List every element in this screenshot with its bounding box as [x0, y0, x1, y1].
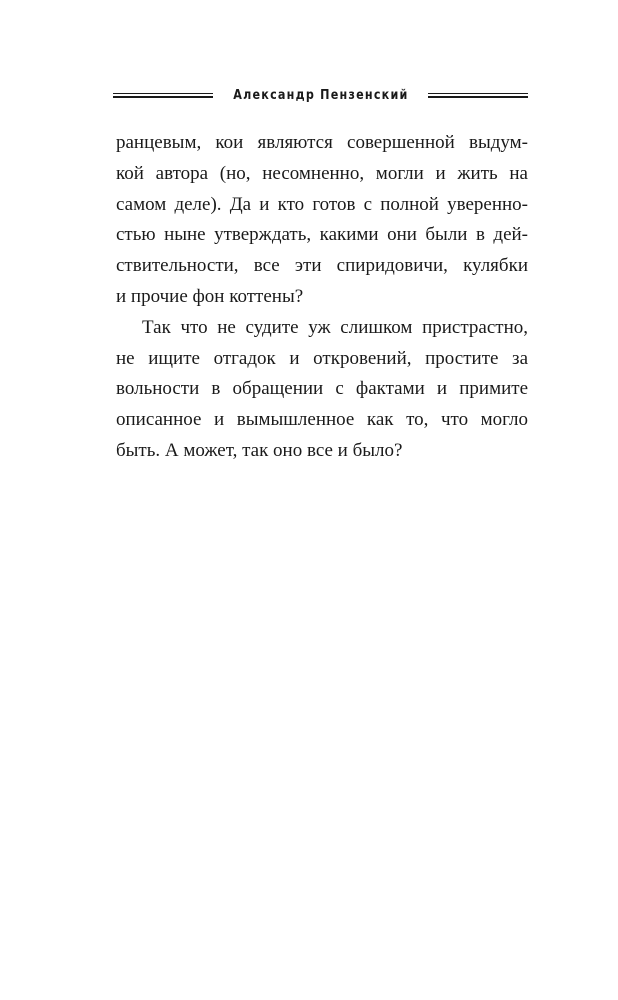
page-body	[116, 128, 528, 467]
text-line: быть. А может, так оно все и было?	[116, 439, 403, 461]
text-line: кой автора (но, несомненно, могли и жить на	[116, 162, 528, 184]
text-line: самом деле). Да и кто готов с полной уверенно-	[116, 193, 528, 215]
text-line: вольности в обращении с фактами и примите	[116, 378, 528, 400]
running-header	[113, 84, 528, 106]
paragraph-1	[116, 128, 528, 313]
running-title: Александр Пензенский	[232, 87, 409, 103]
text-line: ствительности, все эти спиридовичи, кулябки	[116, 255, 528, 277]
header-rule-right	[428, 92, 528, 98]
text-line: Так что не судите уж слишком пристрастно,	[142, 316, 528, 338]
header-rule-left	[113, 92, 213, 98]
text-line: описанное и вымышленное как то, что могло	[116, 409, 528, 431]
text-line: не ищите отгадок и откровений, простите за	[116, 347, 528, 369]
text-line: ранцевым, кои являются совершенной выдум-	[116, 132, 528, 153]
text-line: и прочие фон коттены?	[116, 285, 304, 307]
text-line: стью ныне утверждать, какими они были в дей-	[116, 224, 528, 246]
paragraph-2	[116, 313, 528, 467]
